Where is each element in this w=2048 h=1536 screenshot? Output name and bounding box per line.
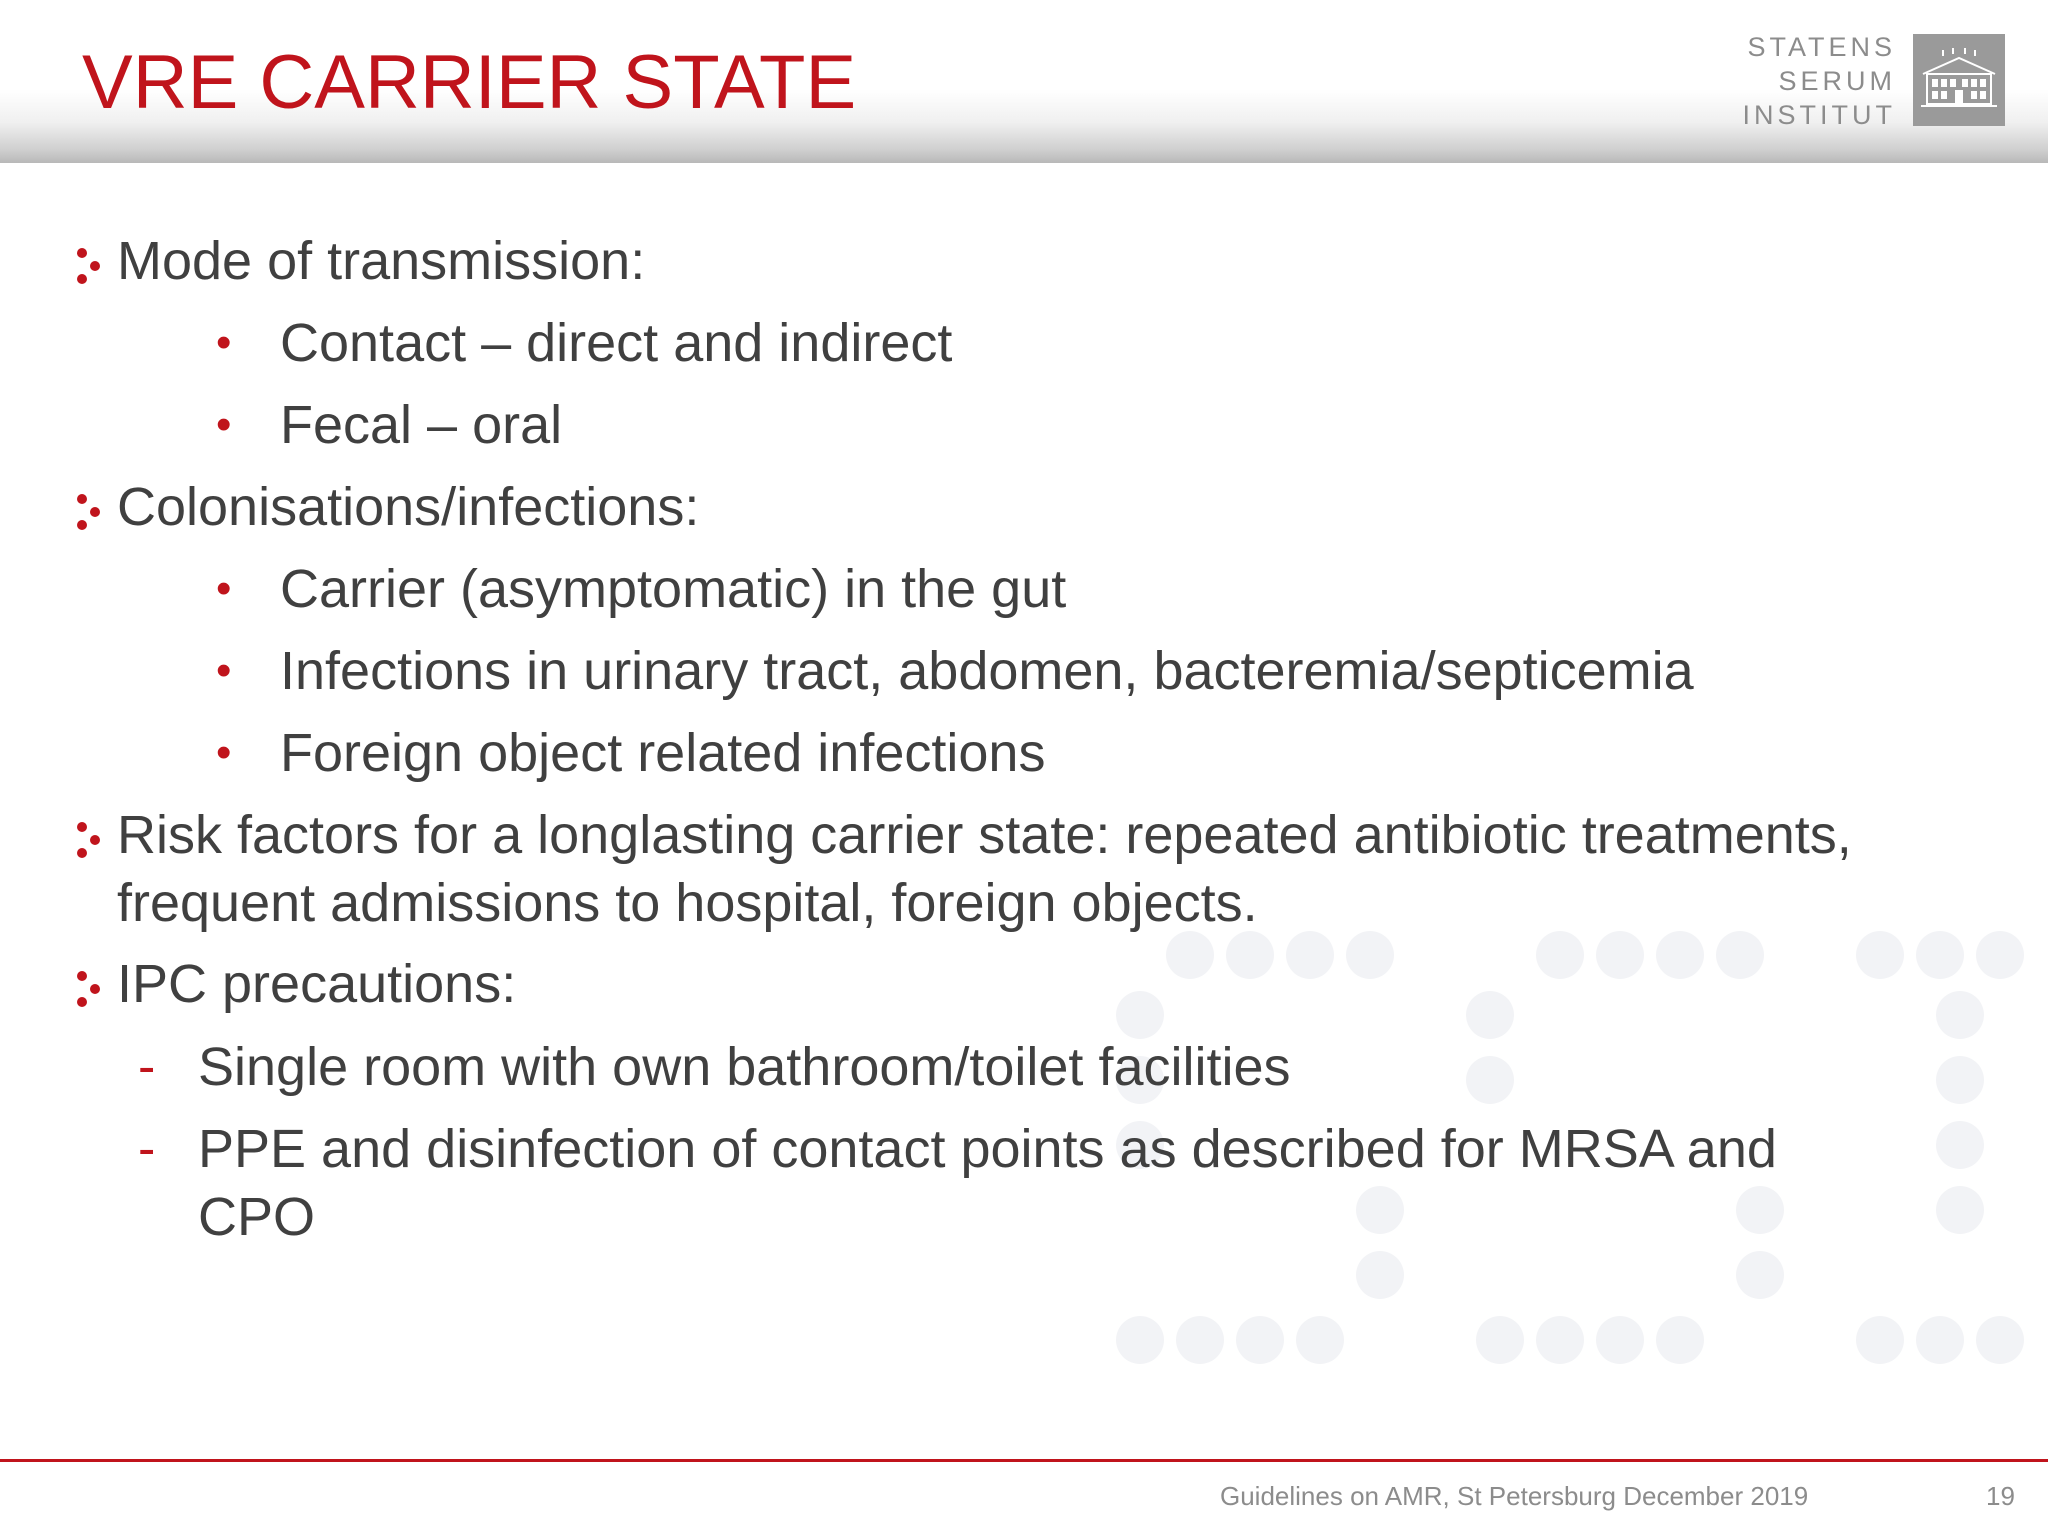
list-item: Foreign object related infections	[280, 723, 1046, 783]
dash-bullet-icon: -	[138, 1038, 156, 1096]
dash-bullet-icon: -	[138, 1120, 156, 1178]
logo-line-2: SERUM	[1778, 66, 1896, 96]
list-item: Contact – direct and indirect	[280, 313, 953, 373]
footer-divider	[0, 1459, 2048, 1462]
section-heading-continuation: frequent admissions to hospital, foreign objects.	[117, 873, 1258, 933]
slide-title: VRE CARRIER STATE	[82, 40, 857, 125]
section-heading: IPC precautions:	[117, 954, 517, 1014]
bullet-icon: •	[216, 400, 232, 449]
bullet-icon: •	[216, 564, 232, 613]
list-item: Fecal – oral	[280, 395, 563, 455]
list-item: Infections in urinary tract, abdomen, bacteremia/septicemia	[280, 641, 1694, 701]
bullet-icon: •	[216, 646, 232, 695]
colon-bullet-icon	[74, 969, 102, 1009]
logo-line-1: STATENS	[1747, 32, 1896, 62]
list-item: PPE and disinfection of contact points as described for MRSA and	[198, 1119, 1777, 1179]
section-heading: Colonisations/infections:	[117, 477, 700, 537]
list-item: Single room with own bathroom/toilet facilities	[198, 1037, 1291, 1097]
list-item: Carrier (asymptomatic) in the gut	[280, 559, 1067, 619]
colon-bullet-icon	[74, 820, 102, 860]
bullet-icon: •	[216, 728, 232, 777]
section-heading: Risk factors for a longlasting carrier state: repeated antibiotic treatments,	[117, 805, 1852, 865]
section-heading: Mode of transmission:	[117, 231, 646, 291]
colon-bullet-icon	[74, 246, 102, 286]
list-item-continuation: CPO	[198, 1187, 316, 1247]
footer-text: Guidelines on AMR, St Petersburg December 2019	[1220, 1481, 1809, 1511]
bullet-icon: •	[216, 318, 232, 367]
logo-line-3: INSTITUT	[1742, 100, 1896, 130]
colon-bullet-icon	[74, 492, 102, 532]
page-number: 19	[1986, 1481, 2015, 1511]
